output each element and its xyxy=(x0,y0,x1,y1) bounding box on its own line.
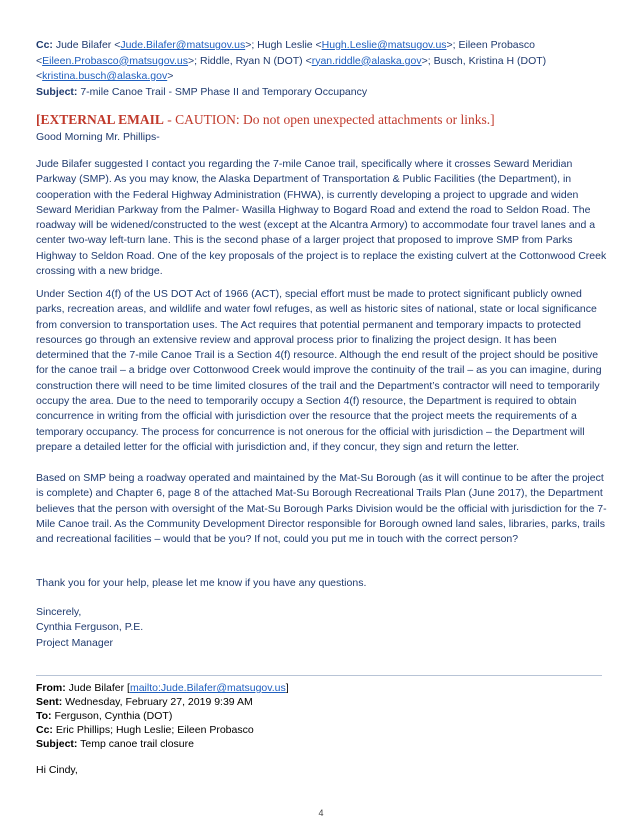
fwd-to: Ferguson, Cynthia (DOT) xyxy=(54,710,173,722)
subject-line xyxy=(36,85,602,101)
signature xyxy=(36,605,143,651)
divider xyxy=(36,675,602,676)
fwd-to-label: To: xyxy=(36,710,52,722)
cc-text-3: >; Eileen Probasco < xyxy=(36,39,535,67)
email-link-kristina[interactable]: kristina.busch@alaska.gov xyxy=(42,70,168,82)
cc-text-5: >; Busch, Kristina H (DOT) < xyxy=(36,54,547,82)
fwd-sent-label: Sent: xyxy=(36,696,63,708)
subject-label: Subject: xyxy=(36,85,78,98)
email-link-eileen[interactable]: Eileen.Probasco@matsugov.us xyxy=(42,54,189,67)
email-link-ryan[interactable]: ryan.riddle@alaska.gov xyxy=(311,54,422,67)
fwd-greeting: Hi Cindy, xyxy=(36,764,78,776)
forwarded-header xyxy=(36,681,602,751)
fwd-subject-line xyxy=(36,737,602,751)
external-email-warning xyxy=(36,112,495,128)
paragraph-1: Jude Bilafer suggested I contact you regarding the 7-mile Canoe trail, specifically where it crosses Seward Meridian Parkway (SMP). As you may know, the Alaska Department of Transportation & Public Facilities (the Department), in cooperation with the Federal Highway Administration (FHWA), is currently developing a project to upgrade and widen Seward Meridian Parkway from the Palmer- Wasilla Highway to Bogard Road and extend the road to Seldon Road. The roadway will be widened/constructed to the west (except at the Alcantra Armory) to accommodate four travel lanes and a center two-way left-turn lane. This is the second phase of a larger project that proposed to improve SMP from Parks Highway to Seldon Road. One of the key proposals of the project is to replace the existing culvert at the Cottonwood Creek crossing with a new bridge. xyxy=(36,158,607,278)
cc-text-4: >; Riddle, Ryan N (DOT) < xyxy=(188,54,312,67)
fwd-to-line xyxy=(36,709,602,723)
email-link-jude[interactable]: Jude.Bilafer@matsugov.us xyxy=(120,39,246,51)
fwd-from-line xyxy=(36,681,602,695)
fwd-cc-line xyxy=(36,723,602,737)
fwd-sent-line xyxy=(36,695,602,709)
fwd-from: Jude Bilafer [ xyxy=(68,682,130,694)
signature-name: Cynthia Ferguson, P.E. xyxy=(36,621,144,634)
fwd-from-label: From: xyxy=(36,682,66,694)
fwd-sent: Wednesday, February 27, 2019 9:39 AM xyxy=(65,696,253,708)
fwd-subject-label: Subject: xyxy=(36,738,78,750)
warning-bold: [EXTERNAL EMAIL xyxy=(36,112,164,127)
fwd-subject: Temp canoe trail closure xyxy=(80,738,194,750)
cc-label: Cc: xyxy=(36,39,53,51)
page-number: 4 xyxy=(318,808,324,818)
subject-text: 7-mile Canoe Trail - SMP Phase II and Temporary Occupancy xyxy=(80,85,368,98)
cc-text-1: Jude Bilafer < xyxy=(55,39,121,51)
greeting: Good Morning Mr. Phillips- xyxy=(36,131,160,143)
fwd-cc-label: Cc: xyxy=(36,724,53,736)
fwd-cc: Eric Phillips; Hugh Leslie; Eileen Probasco xyxy=(55,724,254,736)
email-header xyxy=(36,38,602,100)
email-link-hugh[interactable]: Hugh.Leslie@matsugov.us xyxy=(321,39,447,51)
fwd-from-end: ] xyxy=(285,682,289,694)
signature-closing: Sincerely, xyxy=(36,606,82,618)
warning-rest: - CAUTION: Do not open unexpected attachments or links.] xyxy=(163,112,495,127)
cc-line xyxy=(36,38,602,85)
paragraph-3: Based on SMP being a roadway operated and maintained by the Mat-Su Borough (as it will continue to be after the project is complete) and Chapter 6, page 8 of the attached Mat-Su Borough Recreational Trails Plan (June 2017), the Department believes that the person with oversight of the Mat-Su Borough Parks Division would be the official with jurisdiction for the 7-Mile Canoe trail. As the Community Development Director responsible for Borough owned land sales, libraries, parks, trails and recreational facilities – would that be you? If not, could you put me in touch with the correct person? xyxy=(36,472,607,546)
cc-text-6: > xyxy=(167,70,174,82)
cc-text-2: >; Hugh Leslie < xyxy=(245,39,322,51)
fwd-mailto-link[interactable]: mailto:Jude.Bilafer@matsugov.us xyxy=(129,682,286,694)
signature-title: Project Manager xyxy=(36,636,114,649)
paragraph-2: Under Section 4(f) of the US DOT Act of 1966 (ACT), special effort must be made to protect significant publicly owned parks, recreation areas, and wildlife and water fowl refuges, as well as historic sites of national, state or local significance from conversion to transportation uses. The Act requires that potential permanent and temporary impacts to protected resources go through an extensive review and approval process prior to finalizing the project design. It has been determined that the 7-mile Canoe Trail is a Section 4(f) resource. Although the end result of the project should be positive for the canoe trail – a bridge over Cottonwood Creek would improve the continuity of the trail – as you can imagine, during construction there will need to be time limited closures of the trail and the Department’s contractor will need to temporarily occupy the area. Due to the need to temporarily occupy a Section 4(f) resource, the Department is required to obtain concurrence in writing from the official with jurisdiction over the resource that the project meets the requirements of a temporary occupancy. The process for concurrence is not onerous for the official with jurisdiction – the Department will prepare a detailed letter for the official with jurisdiction and, if they concur, they sign and return the letter. xyxy=(36,288,602,453)
paragraph-4: Thank you for your help, please let me know if you have any questions. xyxy=(36,577,367,589)
